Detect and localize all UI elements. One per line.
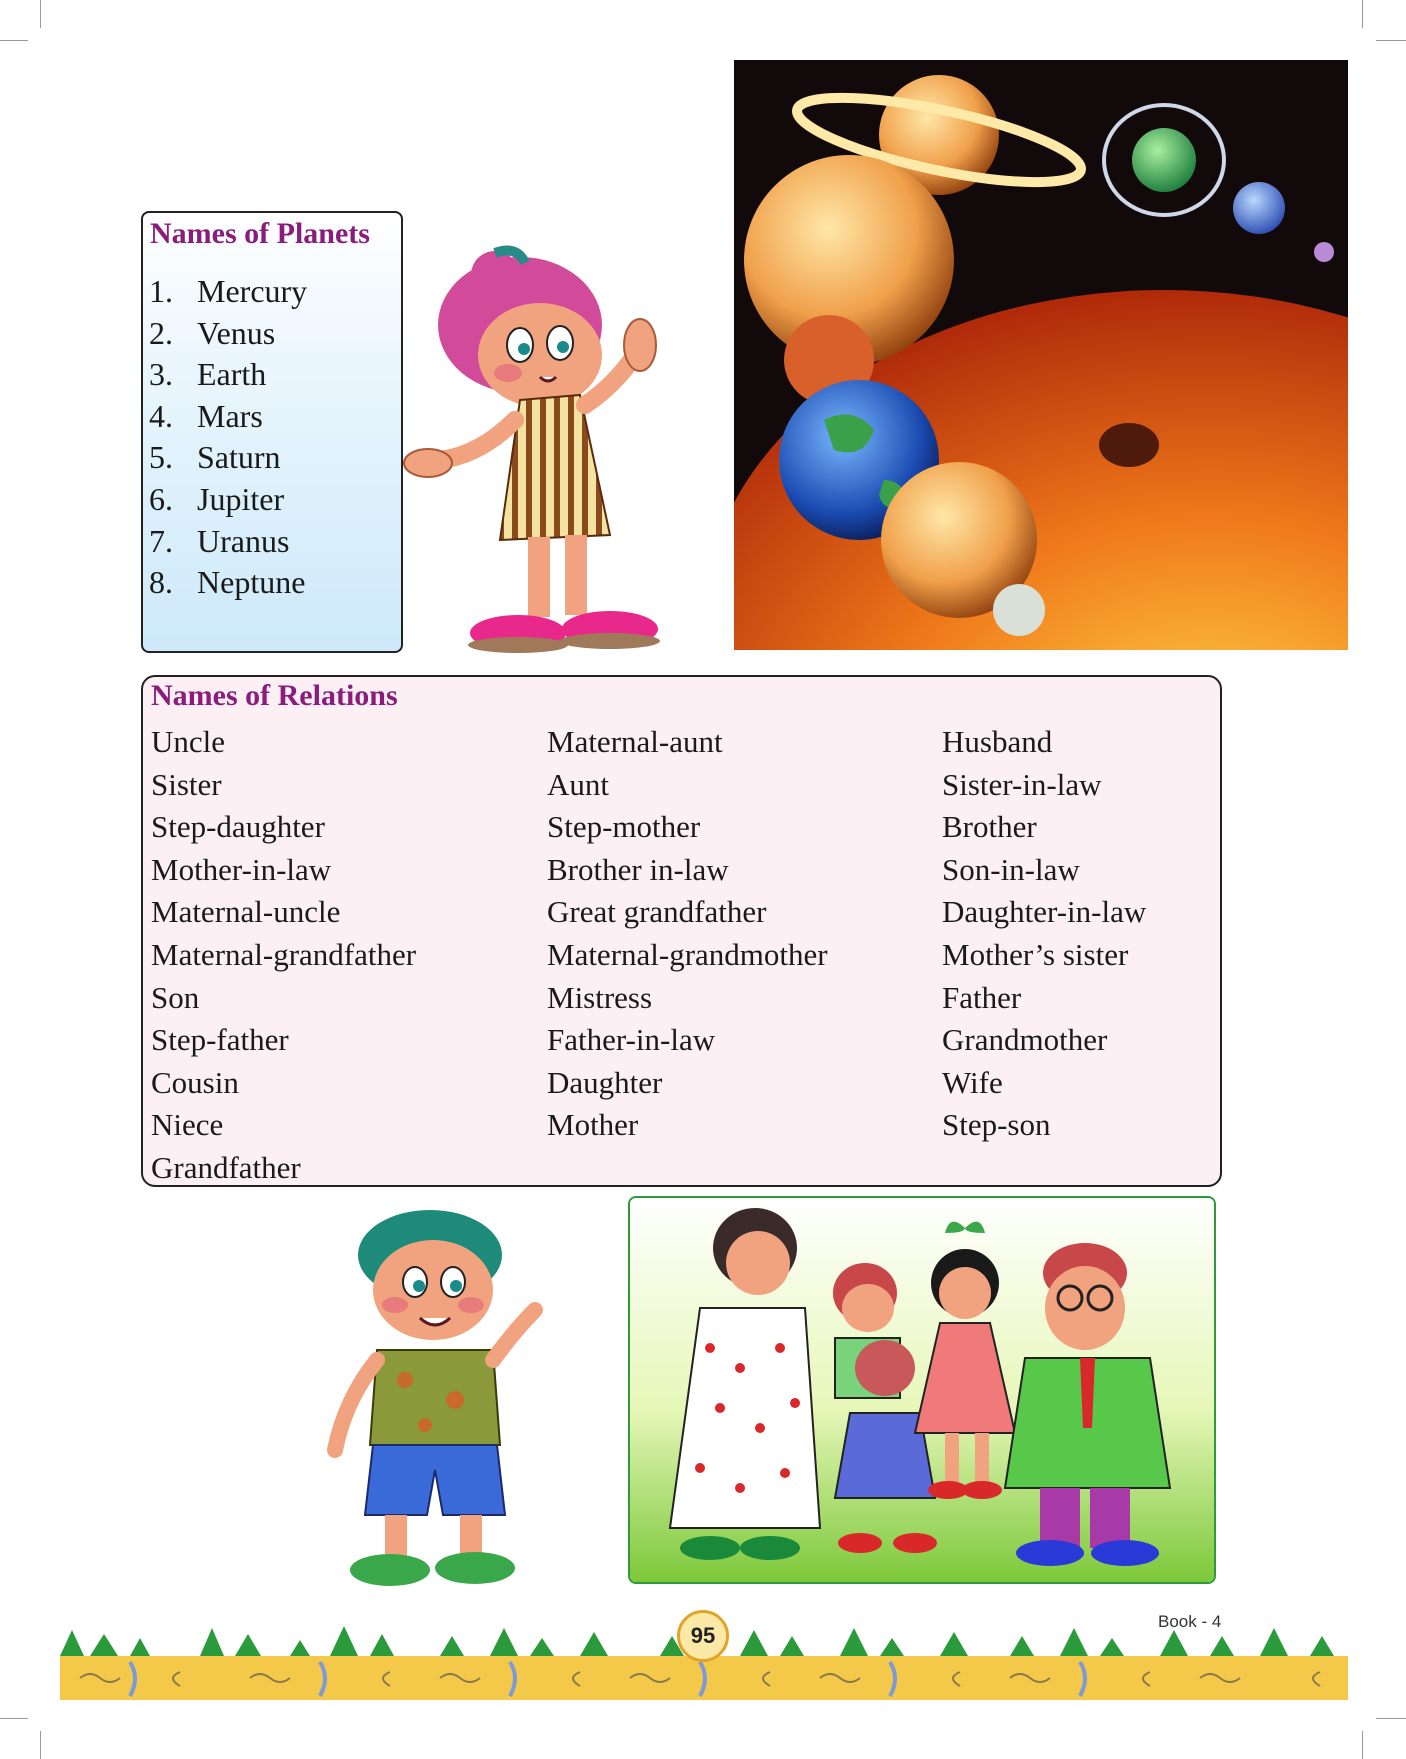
list-item: Brother xyxy=(942,809,1037,845)
relations-title: Names of Relations xyxy=(151,679,398,712)
list-item: Maternal-grandmother xyxy=(547,936,828,972)
list-item: Step-father xyxy=(151,1022,289,1058)
list-item: 1. Mercury xyxy=(149,273,308,309)
crop-mark xyxy=(1376,40,1406,41)
list-item: Father xyxy=(942,979,1022,1015)
list-item: 2. Venus xyxy=(149,314,276,351)
list-item: Grandmother xyxy=(942,1022,1108,1058)
list-item: Daughter-in-law xyxy=(942,894,1147,930)
relations-column-2 xyxy=(547,721,828,1147)
family-illustration xyxy=(628,1196,1216,1584)
list-item: Aunt xyxy=(547,766,609,802)
list-item: Sister-in-law xyxy=(942,766,1102,802)
list-item: Niece xyxy=(151,1107,224,1143)
list-item: Brother in-law xyxy=(547,851,729,887)
list-item: Cousin xyxy=(151,1064,239,1100)
list-item: Uncle xyxy=(151,724,226,759)
list-item: Mother xyxy=(547,1107,639,1143)
list-item: Daughter xyxy=(547,1064,663,1100)
crop-mark xyxy=(40,0,41,28)
crop-mark xyxy=(1362,1731,1363,1759)
list-item: Mother’s sister xyxy=(942,936,1129,972)
book-label: Book - 4 xyxy=(1158,1612,1222,1631)
girl-illustration xyxy=(400,245,730,660)
crop-mark xyxy=(1362,0,1363,28)
list-item: 3. Earth xyxy=(149,356,267,393)
planets-title: Names of Planets xyxy=(150,217,370,250)
list-item: Step-mother xyxy=(547,809,701,845)
relations-box xyxy=(141,675,1222,1187)
list-item: Step-son xyxy=(942,1107,1051,1143)
list-item: Wife xyxy=(942,1064,1003,1100)
crop-mark xyxy=(40,1731,41,1759)
list-item: 6. Jupiter xyxy=(149,480,285,517)
crop-mark xyxy=(0,40,28,41)
list-item: 7. Uranus xyxy=(149,522,290,559)
planets-box xyxy=(141,211,403,653)
family-image xyxy=(630,1198,1214,1582)
list-item: Father-in-law xyxy=(547,1022,716,1058)
list-item: Mistress xyxy=(547,979,653,1015)
boy-illustration xyxy=(315,1210,555,1590)
list-item: Mother-in-law xyxy=(151,851,332,887)
list-item: Son xyxy=(151,979,200,1015)
list-item: Maternal-grandfather xyxy=(151,936,417,972)
list-item: Son-in-law xyxy=(942,851,1080,887)
crop-mark xyxy=(0,1718,28,1719)
list-item: Sister xyxy=(151,766,222,802)
list-item: Great grandfather xyxy=(547,894,767,930)
page-number: 95 xyxy=(677,1610,729,1662)
crop-mark xyxy=(1376,1718,1406,1719)
list-item: Grandfather xyxy=(151,1149,301,1185)
list-item: 4. Mars xyxy=(149,397,263,434)
list-item: Husband xyxy=(942,724,1053,759)
relations-column-1 xyxy=(151,721,416,1190)
list-item: Step-daughter xyxy=(151,809,325,845)
planets-list xyxy=(149,271,307,604)
solar-system-image xyxy=(734,60,1348,650)
list-item: 5. Saturn xyxy=(149,439,281,476)
list-item: Maternal-aunt xyxy=(547,724,723,759)
list-item: 8. Neptune xyxy=(149,564,306,601)
relations-column-3 xyxy=(942,721,1146,1147)
list-item: Maternal-uncle xyxy=(151,894,341,930)
